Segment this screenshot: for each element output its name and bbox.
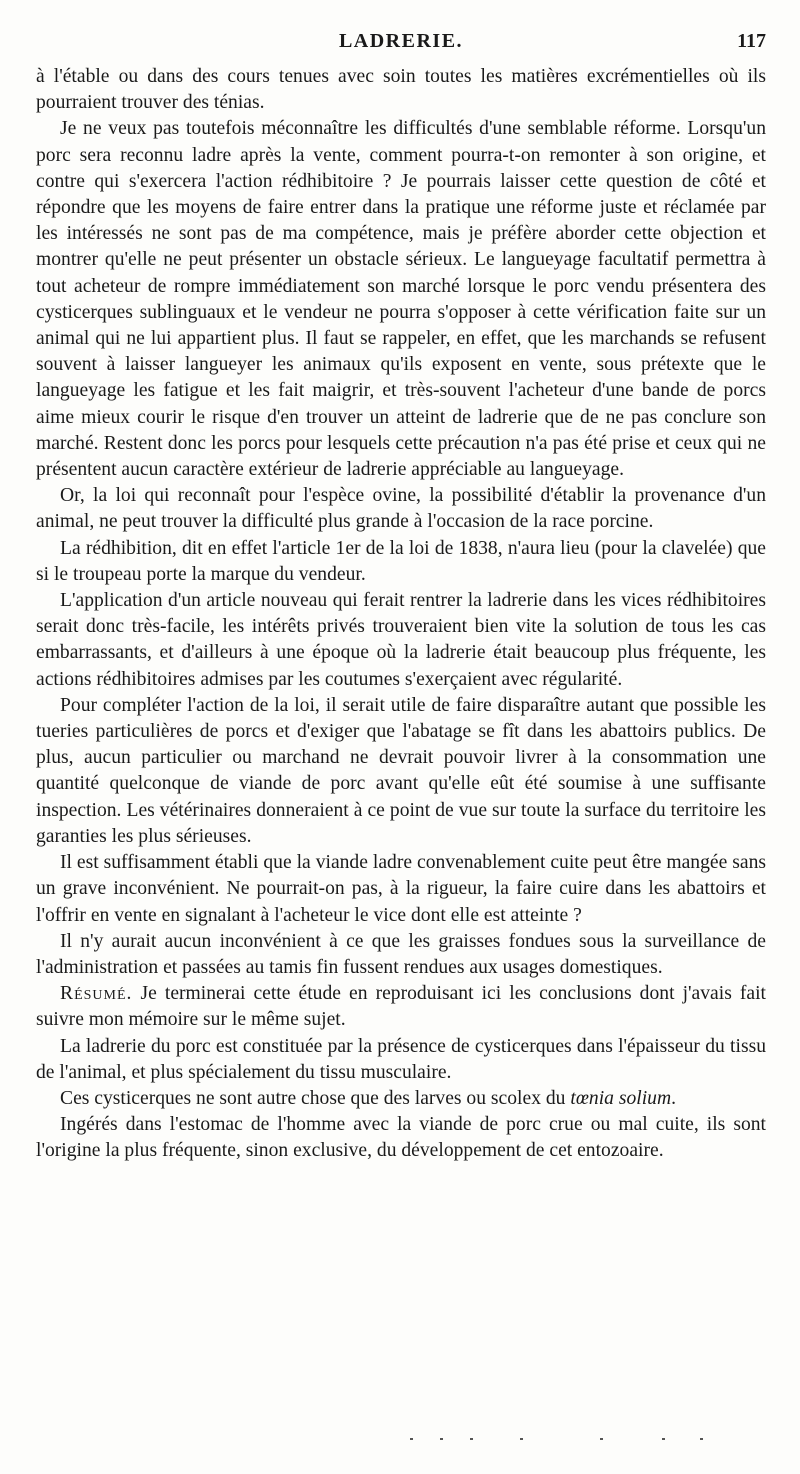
resume-paragraph xyxy=(36,981,766,1033)
resume-label: Résumé. xyxy=(60,983,133,1005)
print-specks xyxy=(400,1438,740,1444)
paragraph: Je ne veux pas toutefois méconnaître les difficultés d'une semblable réforme. Lorsqu'un porc sera reconnu ladre après la vente, comment pourra-t-on remonter à son origine, et contre qui s'exercera l'action rédhibitoire ? Je pourrais laisser cette question de côté et répondre que les moyens de faire entrer dans la pratique une réforme juste et réclamée par les intéressés ne sont pas de ma compétence, mais je préfère aborder cette objection et montrer qu'elle ne peut présenter un obstacle sérieux. Le langueyage facultatif permettra à tout acheteur de rompre immédiatement son marché lorsque le porc vendu présentera des cysticerques sublinguaux et le vendeur ne pourra s'opposer à cette vérification faite sur un animal qui ne lui appartient plus. Il faut se rappeler, en effet, que les marchands se refusent souvent à laisser langueyer les animaux qu'ils exposent en vente, sous prétexte que le langueyage les fatigue et les fait maigrir, et très-souvent l'acheteur d'une bande de porcs aime mieux courir le risque d'en trouver un atteint de ladrerie que de ne pas conclure son marché. Restent donc les porcs pour lesquels cette précaution n'a pas été prise et ceux qui ne présentent aucun caractère extérieur de ladrerie appréciable au langueyage. xyxy=(36,118,766,481)
paragraph: Or, la loi qui reconnaît pour l'espèce ovine, la possibilité d'établir la provenance d'un animal, ne peut trouver la difficulté plus grande à l'occasion de la race porcine. xyxy=(36,485,766,533)
page-number: 117 xyxy=(737,30,766,52)
resume-text: Je terminerai cette étude en reproduisant ici les conclusions dont j'avais fait suivre mon mémoire sur le même sujet. xyxy=(36,983,766,1031)
paragraph-continuation: à l'étable ou dans des cours tenues avec soin toutes les matières excrémentielles où ils pourraient trouver des ténias. xyxy=(36,66,766,114)
running-title: LADRERIE. xyxy=(338,30,464,52)
paragraph: L'application d'un article nouveau qui ferait rentrer la ladrerie dans les vices rédhibitoires serait donc très-facile, les intérêts privés trouveraient bien vite la solution de tous les cas embarrassants, et d'ailleurs à une époque où la ladrerie était beaucoup plus fréquente, les actions rédhibitoires admises par les coutumes s'exerçaient avec régularité. xyxy=(36,590,766,690)
cysticerques-paragraph xyxy=(36,1086,766,1112)
final-paragraph: Ingérés dans l'estomac de l'homme avec la viande de porc crue ou mal cuite, ils sont l'origine la plus fréquente, sinon exclusive, du développement de cet entozoaire. xyxy=(36,1114,766,1162)
page-header xyxy=(36,30,766,58)
cysticerques-text: Ces cysticerques ne sont autre chose que des larves ou scolex du xyxy=(60,1087,571,1109)
cysticerques-end: . xyxy=(671,1087,677,1109)
paragraph: La rédhibition, dit en effet l'article 1er de la loi de 1838, n'aura lieu (pour la clavelée) que si le troupeau porte la marque du vendeur. xyxy=(36,537,766,585)
conclusion-paragraph: La ladrerie du porc est constituée par la présence de cysticerques dans l'épaisseur du tissu de l'animal, et plus spécialement du tissu musculaire. xyxy=(36,1035,766,1083)
paragraph: Pour compléter l'action de la loi, il serait utile de faire disparaître autant que possible les tueries particulières de porcs et d'exiger que l'abatage se fît dans les abattoirs publics. De plus, aucun particulier ou marchand ne devrait pouvoir livrer à la consommation une quantité quelconque de viande de porc avant qu'elle eût été soumise à une suffisante inspection. Les vétérinaires donneraient à ce point de vue sur toute la surface du territoire les garanties les plus sérieuses. xyxy=(36,694,766,847)
species-name: tœnia solium xyxy=(570,1087,672,1109)
paragraph: Il est suffisamment établi que la viande ladre convenablement cuite peut être mangée sans un grave inconvénient. Ne pourrait-on pas, à la rigueur, la faire cuire dans les abattoirs et l'offrir en vente en signalant à l'acheteur le vice dont elle est atteinte ? xyxy=(36,852,766,926)
body-text xyxy=(36,64,766,1165)
paragraph: Il n'y aurait aucun inconvénient à ce que les graisses fondues sous la surveillance de l'administration et passées au tamis fin fussent rendues aux usages domestiques. xyxy=(36,930,766,978)
